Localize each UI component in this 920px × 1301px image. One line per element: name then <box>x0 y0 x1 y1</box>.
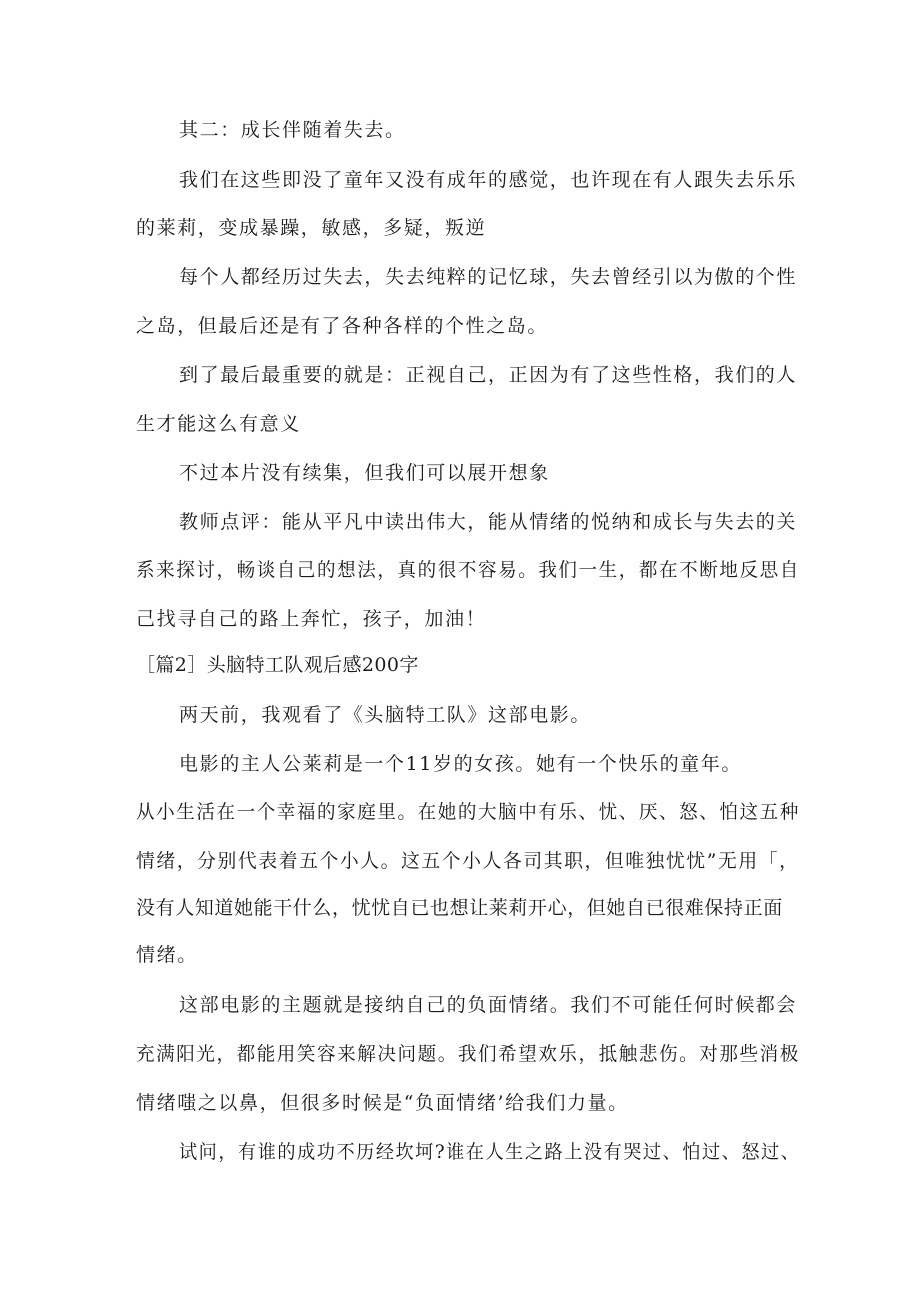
paragraph-line: 己找寻自己的路上奔忙，孩子，加油！ <box>136 608 487 630</box>
paragraph-line: 情绪。 <box>136 944 198 966</box>
paragraph-line: 教师点评：能从平凡中读出伟大，能从情绪的悦纳和成长与失去的关 <box>179 511 798 533</box>
paragraph-line: 其二：成长伴随着失去。 <box>179 119 406 141</box>
paragraph-line: 系来探讨，畅谈自己的想法，真的很不容易。我们一生，都在不断地反思自 <box>136 559 800 581</box>
paragraph-line: 两天前，我观看了《头脑特工队》这部电影。 <box>179 704 592 726</box>
paragraph-line: 生才能这么有意义 <box>136 413 301 435</box>
paragraph-line: 的莱莉，变成暴躁，敏感，多疑，叛逆 <box>136 217 487 239</box>
paragraph-line: 充满阳光，都能用笑容来解决问题。我们希望欢乐，抵触悲伤。对那些消极 <box>136 1043 800 1065</box>
paragraph-line: 电影的主人公莱莉是一个11岁的女孩。她有一个快乐的童年。 <box>179 753 742 775</box>
paragraph-line: 不过本片没有续集，但我们可以展开想象 <box>179 462 550 484</box>
paragraph-line: 情绪嗤之以鼻，但很多时候是“负面情绪’给我们力量。 <box>136 1092 629 1114</box>
paragraph-line: 试问，有谁的成功不历经坎坷?谁在人生之路上没有哭过、怕过、怒过、 <box>179 1141 801 1163</box>
paragraph-line: 之岛，但最后还是有了各种各样的个性之岛。 <box>136 315 549 337</box>
paragraph-line: 我们在这些即没了童年又没有成年的感觉，也许现在有人跟失去乐乐 <box>179 169 798 191</box>
section-heading: ［篇2］头脑特工队观后感200字 <box>136 654 419 676</box>
paragraph-line: 到了最后最重要的就是：正视自己，正因为有了这些性格，我们的人 <box>179 364 798 386</box>
paragraph-line: 从小生活在一个幸福的家庭里。在她的大脑中有乐、忧、厌、怒、怕这五种 <box>136 801 800 823</box>
paragraph-line: 情绪，分别代表着五个小人。这五个小人各司其职，但唯独忧忧”无用「， <box>136 850 800 872</box>
paragraph-line: 每个人都经历过失去，失去纯粹的记忆球，失去曾经引以为傲的个性 <box>179 266 798 288</box>
paragraph-line: 这部电影的主题就是接纳自己的负面情绪。我们不可能任何时候都会 <box>179 994 798 1016</box>
paragraph-line: 没有人知道她能干什么，忧忧自已也想让莱莉开心，但她自已很难保持正面 <box>136 897 783 919</box>
